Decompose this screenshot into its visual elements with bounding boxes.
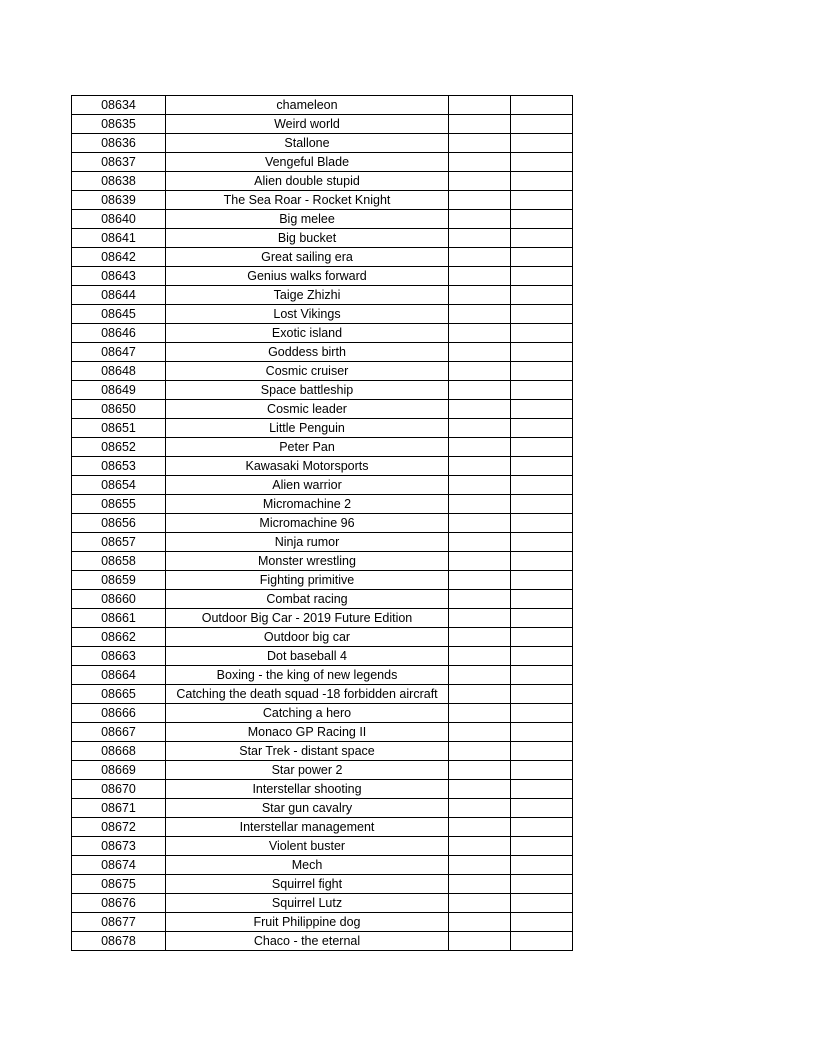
table-row: [72, 723, 573, 742]
blank-cell-b: [511, 894, 573, 913]
game-name-cell: Alien double stupid: [166, 172, 449, 191]
blank-cell-b: [511, 286, 573, 305]
game-id-cell: 08637: [72, 153, 166, 172]
blank-cell-a: [449, 552, 511, 571]
game-id-cell: 08642: [72, 248, 166, 267]
blank-cell-b: [511, 305, 573, 324]
blank-cell-b: [511, 856, 573, 875]
blank-cell-a: [449, 913, 511, 932]
blank-cell-a: [449, 818, 511, 837]
game-id-cell: 08673: [72, 837, 166, 856]
blank-cell-a: [449, 134, 511, 153]
game-id-cell: 08674: [72, 856, 166, 875]
blank-cell-b: [511, 381, 573, 400]
game-id-cell: 08644: [72, 286, 166, 305]
game-name-cell: Chaco - the eternal: [166, 932, 449, 951]
blank-cell-b: [511, 134, 573, 153]
game-name-cell: Fighting primitive: [166, 571, 449, 590]
game-name-cell: Combat racing: [166, 590, 449, 609]
blank-cell-b: [511, 666, 573, 685]
table-row: [72, 476, 573, 495]
blank-cell-b: [511, 495, 573, 514]
game-id-cell: 08651: [72, 419, 166, 438]
game-id-cell: 08648: [72, 362, 166, 381]
blank-cell-a: [449, 856, 511, 875]
game-name-cell: Micromachine 96: [166, 514, 449, 533]
game-name-cell: Great sailing era: [166, 248, 449, 267]
blank-cell-b: [511, 210, 573, 229]
blank-cell-b: [511, 419, 573, 438]
game-name-cell: Outdoor Big Car - 2019 Future Edition: [166, 609, 449, 628]
game-id-cell: 08653: [72, 457, 166, 476]
blank-cell-a: [449, 229, 511, 248]
blank-cell-b: [511, 628, 573, 647]
game-id-cell: 08671: [72, 799, 166, 818]
blank-cell-b: [511, 457, 573, 476]
table-row: [72, 210, 573, 229]
game-name-cell: Kawasaki Motorsports: [166, 457, 449, 476]
game-id-cell: 08670: [72, 780, 166, 799]
blank-cell-b: [511, 96, 573, 115]
blank-cell-b: [511, 267, 573, 286]
table-row: [72, 343, 573, 362]
game-name-cell: Taige Zhizhi: [166, 286, 449, 305]
game-id-cell: 08638: [72, 172, 166, 191]
game-id-cell: 08677: [72, 913, 166, 932]
blank-cell-b: [511, 343, 573, 362]
table-row: [72, 761, 573, 780]
blank-cell-a: [449, 305, 511, 324]
blank-cell-b: [511, 476, 573, 495]
table-row: [72, 647, 573, 666]
game-name-cell: Genius walks forward: [166, 267, 449, 286]
blank-cell-a: [449, 172, 511, 191]
blank-cell-a: [449, 533, 511, 552]
game-name-cell: Boxing - the king of new legends: [166, 666, 449, 685]
table-row: [72, 153, 573, 172]
blank-cell-a: [449, 647, 511, 666]
blank-cell-a: [449, 875, 511, 894]
blank-cell-b: [511, 438, 573, 457]
game-id-cell: 08666: [72, 704, 166, 723]
game-id-cell: 08647: [72, 343, 166, 362]
game-id-cell: 08636: [72, 134, 166, 153]
blank-cell-a: [449, 343, 511, 362]
table-row: [72, 134, 573, 153]
blank-cell-b: [511, 685, 573, 704]
blank-cell-b: [511, 799, 573, 818]
game-name-cell: The Sea Roar - Rocket Knight: [166, 191, 449, 210]
table-row: [72, 172, 573, 191]
game-id-cell: 08643: [72, 267, 166, 286]
blank-cell-a: [449, 476, 511, 495]
table-row: [72, 704, 573, 723]
blank-cell-a: [449, 723, 511, 742]
blank-cell-b: [511, 723, 573, 742]
game-name-cell: Cosmic leader: [166, 400, 449, 419]
blank-cell-a: [449, 761, 511, 780]
table-row: [72, 286, 573, 305]
table-row: [72, 533, 573, 552]
game-id-cell: 08641: [72, 229, 166, 248]
game-name-cell: Star gun cavalry: [166, 799, 449, 818]
blank-cell-b: [511, 514, 573, 533]
blank-cell-a: [449, 571, 511, 590]
table-row: [72, 856, 573, 875]
game-id-cell: 08645: [72, 305, 166, 324]
game-id-cell: 08656: [72, 514, 166, 533]
game-id-cell: 08655: [72, 495, 166, 514]
blank-cell-a: [449, 932, 511, 951]
table-row: [72, 666, 573, 685]
table-row: [72, 495, 573, 514]
game-name-cell: Dot baseball 4: [166, 647, 449, 666]
game-name-cell: Fruit Philippine dog: [166, 913, 449, 932]
game-id-cell: 08635: [72, 115, 166, 134]
blank-cell-a: [449, 495, 511, 514]
blank-cell-a: [449, 324, 511, 343]
game-name-cell: Weird world: [166, 115, 449, 134]
table-row: [72, 913, 573, 932]
game-id-cell: 08662: [72, 628, 166, 647]
game-name-cell: Monaco GP Racing II: [166, 723, 449, 742]
game-id-cell: 08640: [72, 210, 166, 229]
blank-cell-b: [511, 780, 573, 799]
table-row: [72, 742, 573, 761]
table-row: [72, 628, 573, 647]
table-row: [72, 571, 573, 590]
blank-cell-a: [449, 628, 511, 647]
blank-cell-a: [449, 153, 511, 172]
game-name-cell: Star power 2: [166, 761, 449, 780]
game-id-cell: 08646: [72, 324, 166, 343]
game-id-cell: 08650: [72, 400, 166, 419]
game-name-cell: Peter Pan: [166, 438, 449, 457]
blank-cell-a: [449, 115, 511, 134]
game-name-cell: Ninja rumor: [166, 533, 449, 552]
game-name-cell: Alien warrior: [166, 476, 449, 495]
table-row: [72, 818, 573, 837]
game-name-cell: Space battleship: [166, 381, 449, 400]
table-row: [72, 191, 573, 210]
game-name-cell: Monster wrestling: [166, 552, 449, 571]
table-row: [72, 457, 573, 476]
table-row: [72, 324, 573, 343]
blank-cell-b: [511, 761, 573, 780]
table-row: [72, 229, 573, 248]
blank-cell-b: [511, 837, 573, 856]
blank-cell-a: [449, 248, 511, 267]
blank-cell-b: [511, 229, 573, 248]
game-name-cell: Little Penguin: [166, 419, 449, 438]
blank-cell-b: [511, 324, 573, 343]
blank-cell-b: [511, 248, 573, 267]
game-name-cell: Lost Vikings: [166, 305, 449, 324]
game-list-body: [72, 96, 573, 951]
game-id-cell: 08659: [72, 571, 166, 590]
blank-cell-b: [511, 742, 573, 761]
blank-cell-a: [449, 400, 511, 419]
blank-cell-a: [449, 799, 511, 818]
game-id-cell: 08634: [72, 96, 166, 115]
game-id-cell: 08658: [72, 552, 166, 571]
blank-cell-a: [449, 685, 511, 704]
blank-cell-b: [511, 571, 573, 590]
game-id-cell: 08668: [72, 742, 166, 761]
game-name-cell: Big bucket: [166, 229, 449, 248]
blank-cell-b: [511, 400, 573, 419]
table-row: [72, 780, 573, 799]
game-name-cell: Squirrel fight: [166, 875, 449, 894]
game-name-cell: Mech: [166, 856, 449, 875]
blank-cell-a: [449, 267, 511, 286]
blank-cell-a: [449, 704, 511, 723]
game-name-cell: Micromachine 2: [166, 495, 449, 514]
table-row: [72, 799, 573, 818]
game-name-cell: chameleon: [166, 96, 449, 115]
game-id-cell: 08675: [72, 875, 166, 894]
game-name-cell: Violent buster: [166, 837, 449, 856]
game-id-cell: 08657: [72, 533, 166, 552]
table-row: [72, 115, 573, 134]
table-row: [72, 305, 573, 324]
game-name-cell: Star Trek - distant space: [166, 742, 449, 761]
blank-cell-b: [511, 704, 573, 723]
blank-cell-b: [511, 590, 573, 609]
blank-cell-b: [511, 913, 573, 932]
table-row: [72, 875, 573, 894]
game-id-cell: 08661: [72, 609, 166, 628]
table-row: [72, 514, 573, 533]
game-name-cell: Vengeful Blade: [166, 153, 449, 172]
table-row: [72, 400, 573, 419]
game-name-cell: Exotic island: [166, 324, 449, 343]
blank-cell-a: [449, 438, 511, 457]
blank-cell-b: [511, 875, 573, 894]
blank-cell-a: [449, 666, 511, 685]
game-name-cell: Interstellar management: [166, 818, 449, 837]
game-id-cell: 08669: [72, 761, 166, 780]
table-row: [72, 932, 573, 951]
game-id-cell: 08652: [72, 438, 166, 457]
game-id-cell: 08654: [72, 476, 166, 495]
blank-cell-a: [449, 457, 511, 476]
game-name-cell: Catching a hero: [166, 704, 449, 723]
game-id-cell: 08678: [72, 932, 166, 951]
game-id-cell: 08639: [72, 191, 166, 210]
blank-cell-b: [511, 533, 573, 552]
blank-cell-a: [449, 286, 511, 305]
game-name-cell: Big melee: [166, 210, 449, 229]
blank-cell-a: [449, 419, 511, 438]
blank-cell-b: [511, 609, 573, 628]
table-row: [72, 552, 573, 571]
table-row: [72, 381, 573, 400]
game-id-cell: 08665: [72, 685, 166, 704]
blank-cell-a: [449, 894, 511, 913]
game-id-cell: 08664: [72, 666, 166, 685]
game-id-cell: 08663: [72, 647, 166, 666]
blank-cell-a: [449, 362, 511, 381]
game-list-table: [71, 95, 573, 951]
blank-cell-a: [449, 210, 511, 229]
game-id-cell: 08676: [72, 894, 166, 913]
table-row: [72, 590, 573, 609]
table-row: [72, 685, 573, 704]
game-name-cell: Interstellar shooting: [166, 780, 449, 799]
blank-cell-a: [449, 191, 511, 210]
blank-cell-b: [511, 818, 573, 837]
blank-cell-b: [511, 172, 573, 191]
game-name-cell: Squirrel Lutz: [166, 894, 449, 913]
blank-cell-b: [511, 932, 573, 951]
blank-cell-b: [511, 153, 573, 172]
table-row: [72, 609, 573, 628]
game-id-cell: 08660: [72, 590, 166, 609]
blank-cell-a: [449, 780, 511, 799]
table-row: [72, 419, 573, 438]
blank-cell-a: [449, 514, 511, 533]
blank-cell-a: [449, 742, 511, 761]
blank-cell-a: [449, 837, 511, 856]
blank-cell-a: [449, 96, 511, 115]
game-name-cell: Outdoor big car: [166, 628, 449, 647]
game-name-cell: Goddess birth: [166, 343, 449, 362]
blank-cell-b: [511, 552, 573, 571]
table-row: [72, 248, 573, 267]
table-row: [72, 837, 573, 856]
table-row: [72, 894, 573, 913]
table-row: [72, 438, 573, 457]
blank-cell-b: [511, 115, 573, 134]
blank-cell-a: [449, 381, 511, 400]
game-name-cell: Stallone: [166, 134, 449, 153]
game-id-cell: 08672: [72, 818, 166, 837]
game-name-cell: Catching the death squad -18 forbidden aircraft: [166, 685, 449, 704]
game-id-cell: 08649: [72, 381, 166, 400]
table-row: [72, 267, 573, 286]
blank-cell-a: [449, 590, 511, 609]
game-name-cell: Cosmic cruiser: [166, 362, 449, 381]
blank-cell-b: [511, 362, 573, 381]
blank-cell-b: [511, 647, 573, 666]
blank-cell-a: [449, 609, 511, 628]
game-id-cell: 08667: [72, 723, 166, 742]
table-row: [72, 96, 573, 115]
table-row: [72, 362, 573, 381]
blank-cell-b: [511, 191, 573, 210]
